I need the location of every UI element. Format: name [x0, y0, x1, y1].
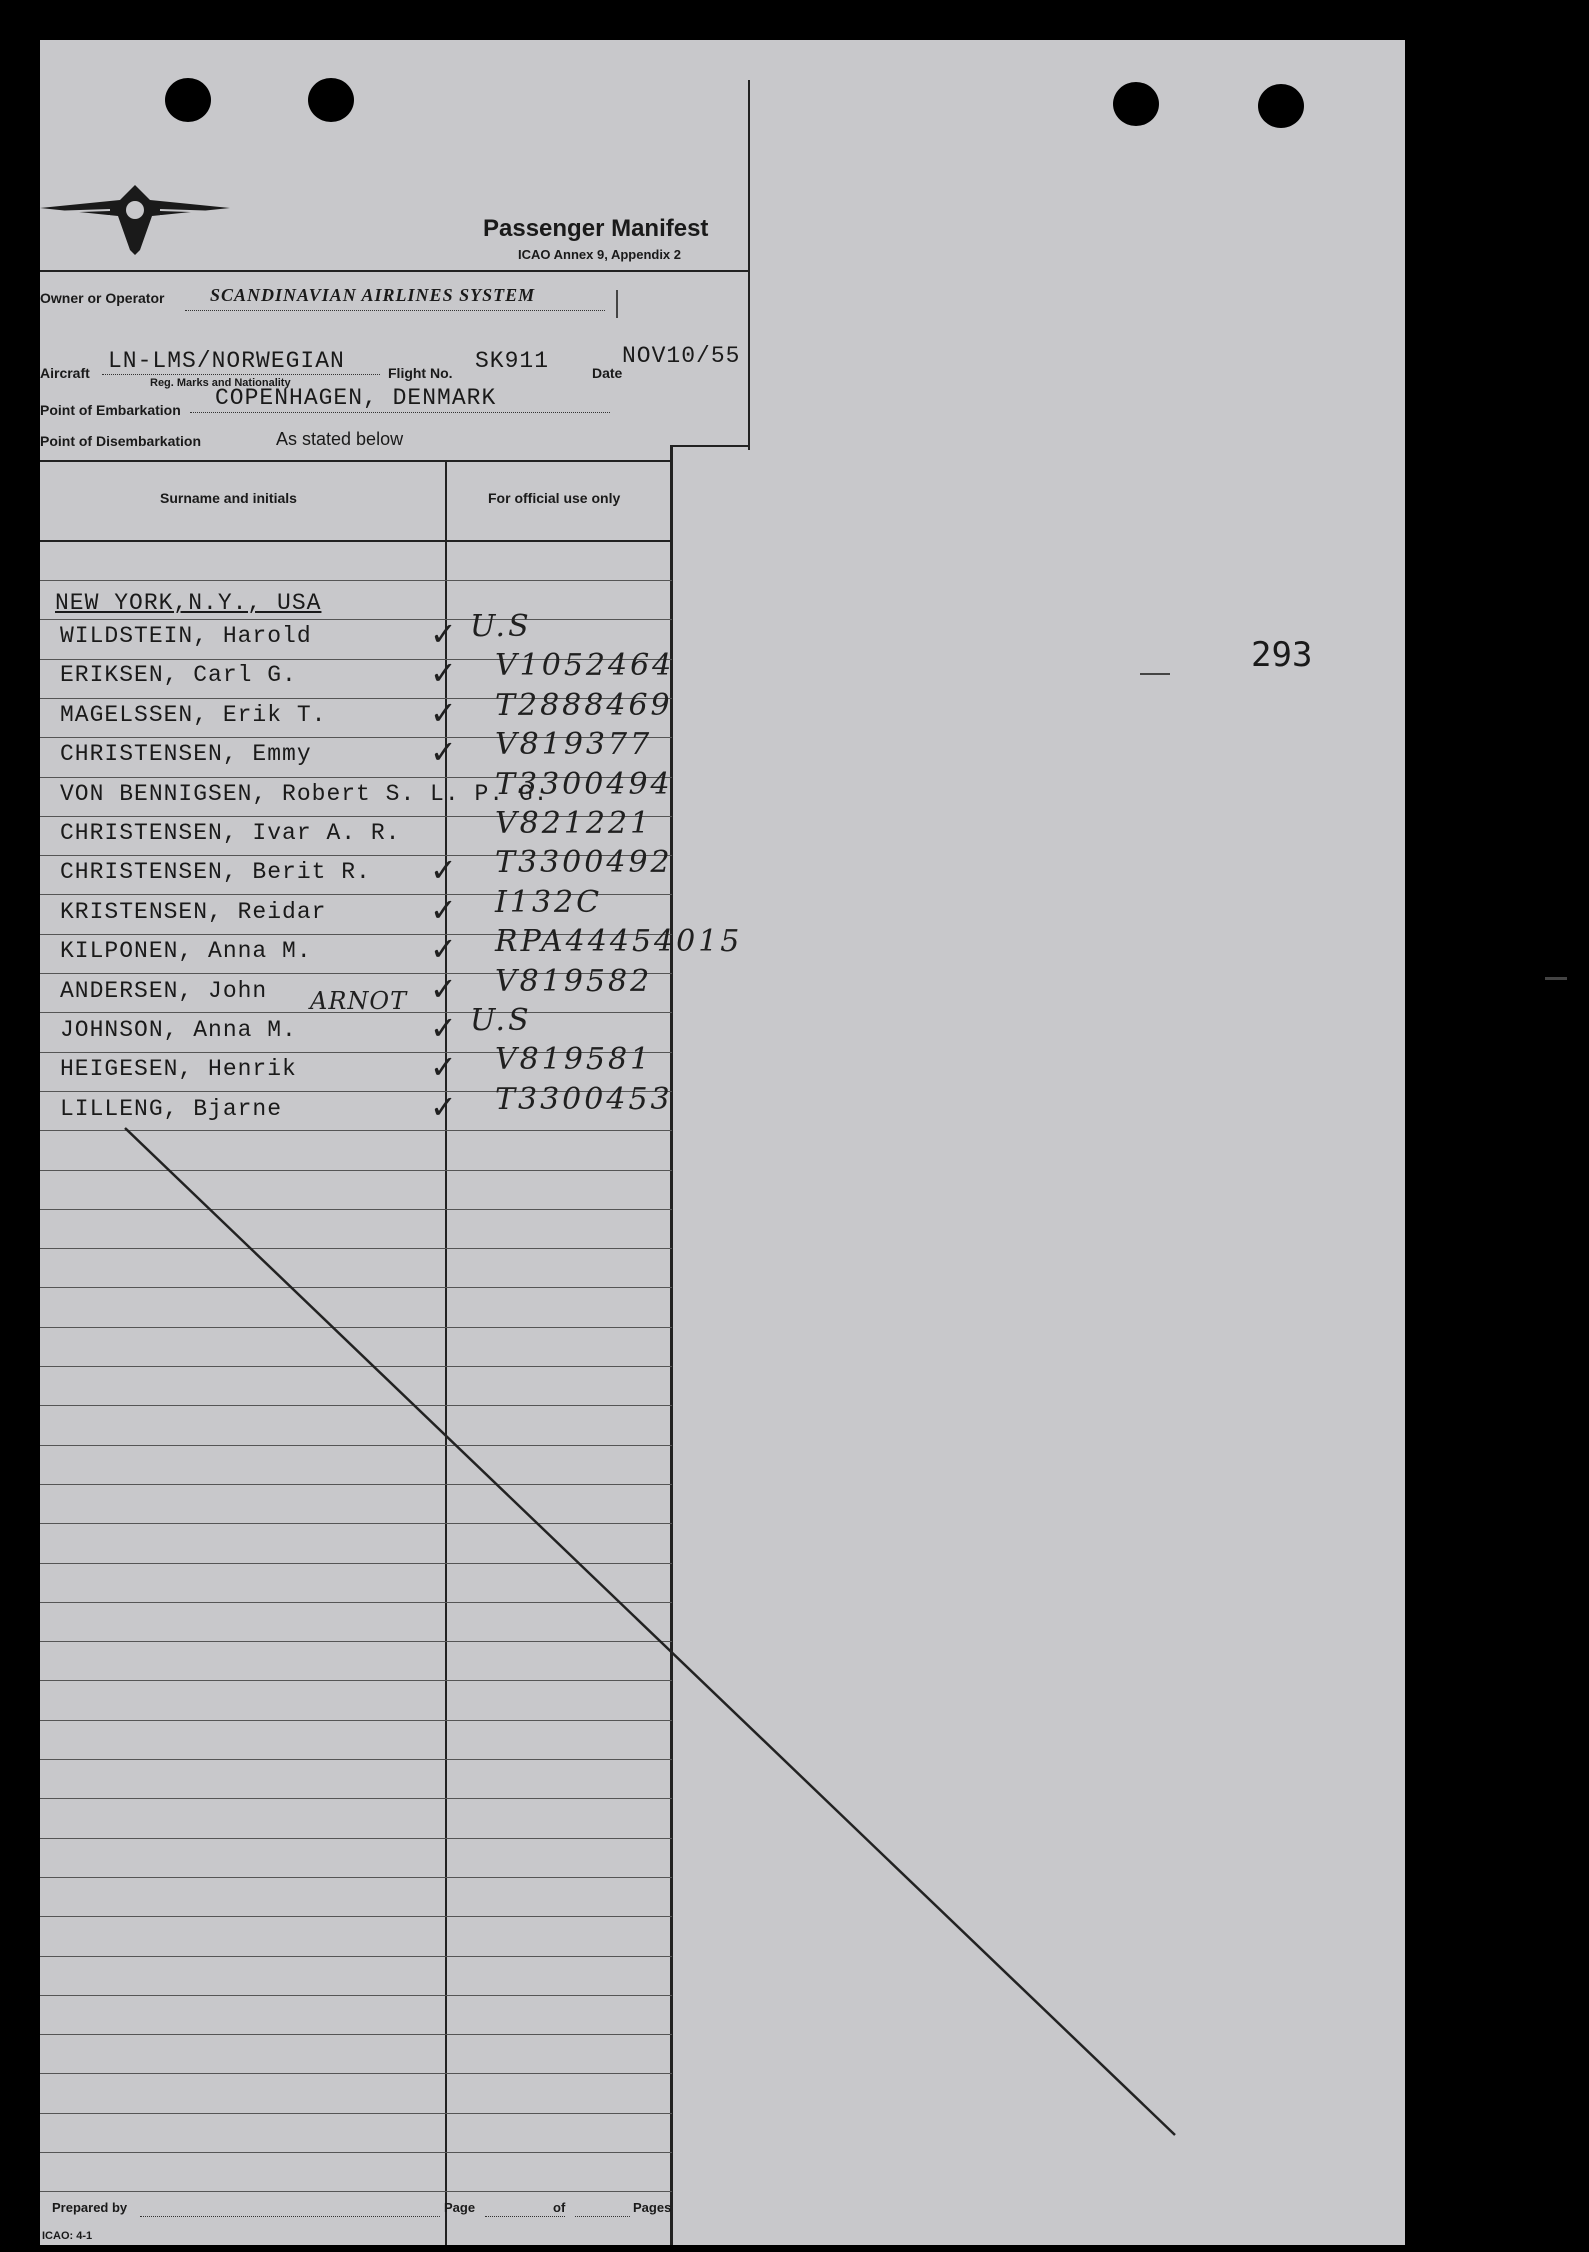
form-subtitle: ICAO Annex 9, Appendix 2 [518, 247, 682, 262]
date-value: NOV10/55 [622, 343, 741, 369]
owner-value: SCANDINAVIAN AIRLINES SYSTEM [210, 285, 536, 305]
stray-mark [1140, 673, 1170, 675]
passenger-name: KILPONEN, Anna M. [60, 938, 312, 965]
official-note: V819377 [495, 727, 653, 763]
of-label: of [553, 2200, 566, 2215]
passenger-name: JOHNSON, Anna M. [60, 1017, 297, 1043]
official-note: V819581 [495, 1042, 653, 1078]
check-mark: ✓ [430, 654, 457, 693]
date-label: Date [592, 365, 623, 381]
official-note: T3300494 [495, 766, 673, 802]
official-note: I132C [495, 884, 603, 920]
reg-caption: Reg. Marks and Nationality [150, 377, 291, 389]
check-mark: ✓ [430, 969, 457, 1008]
flight-label: Flight No. [388, 365, 453, 381]
page-label: Page [444, 2200, 476, 2215]
passenger-name: VON BENNIGSEN, Robert S. L. P. G. [60, 780, 549, 807]
form-title: Passenger Manifest [483, 215, 709, 242]
prepared-by-line [140, 2216, 440, 2217]
passenger-name: MAGELSSEN, Erik T. [60, 701, 327, 728]
official-note: V819582 [495, 963, 653, 999]
strike-through-line [40, 40, 1405, 2245]
disembarkation-value: As stated below [276, 429, 404, 449]
check-mark: ✓ [430, 733, 457, 772]
disembarkation-label: Point of Disembarkation [40, 433, 202, 449]
official-note: U.S [470, 609, 532, 644]
check-mark: ✓ [430, 1048, 457, 1087]
official-column-header: For official use only [488, 490, 621, 506]
passenger-name: CHRISTENSEN, Berit R. [60, 859, 371, 886]
andersen-annotation: ARNOT [310, 987, 408, 1015]
owner-label: Owner or Operator [40, 290, 165, 306]
passenger-name: LILLENG, Bjarne [60, 1095, 283, 1122]
check-mark: ✓ [430, 693, 457, 732]
pages-label: Pages [633, 2200, 672, 2215]
manifest-page [40, 40, 1405, 2245]
embarkation-label: Point of Embarkation [40, 402, 181, 418]
embarkation-value: COPENHAGEN, DENMARK [215, 385, 497, 411]
passenger-name: HEIGESEN, Henrik [60, 1056, 297, 1083]
prepared-by-label: Prepared by [52, 2200, 128, 2215]
passenger-name: CHRISTENSEN, Emmy [60, 741, 312, 768]
check-mark: ✓ [430, 615, 457, 653]
check-mark: ✓ [430, 1087, 457, 1126]
check-mark: ✓ [430, 890, 457, 929]
check-mark: ✓ [430, 930, 457, 969]
passenger-name: KRISTENSEN, Reidar [60, 898, 327, 925]
passenger-name: ANDERSEN, John [60, 977, 268, 1004]
aircraft-value: LN-LMS/NORWEGIAN [108, 348, 345, 374]
passenger-name: CHRISTENSEN, Ivar A. R. [60, 820, 401, 846]
check-mark: ✓ [430, 851, 457, 890]
official-note: T3300492 [495, 845, 673, 881]
page-stamp-number: 293 [1251, 635, 1313, 675]
flight-value: SK911 [475, 348, 550, 374]
check-mark: ✓ [430, 1009, 457, 1047]
page-line [485, 2216, 565, 2217]
destination: NEW YORK,N.Y., USA [55, 590, 322, 616]
official-note: V821221 [495, 806, 653, 841]
official-note: U.S [470, 1003, 532, 1038]
passenger-name: ERIKSEN, Carl G. [60, 662, 297, 689]
stray-mark [1545, 977, 1567, 980]
aircraft-label: Aircraft [40, 365, 90, 381]
of-line [575, 2216, 630, 2217]
official-note: RPA44454015 [495, 924, 743, 960]
name-column-header: Surname and initials [160, 490, 297, 506]
form-code: ICAO: 4-1 [42, 2230, 93, 2242]
official-note: T2888469 [495, 687, 673, 723]
passenger-name: WILDSTEIN, Harold [60, 623, 312, 649]
official-note: V1052464 [495, 648, 675, 684]
official-note: T3300453 [495, 1081, 673, 1117]
